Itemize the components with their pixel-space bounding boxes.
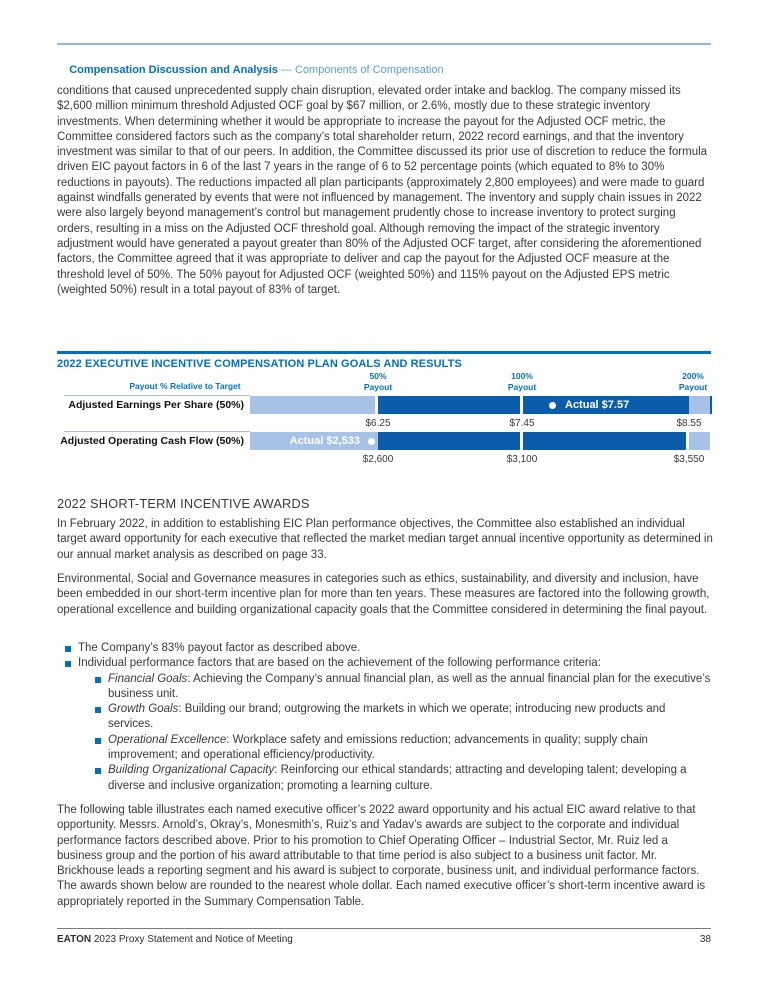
eps-bar-below-threshold — [250, 396, 375, 414]
ocf-bar-above-max — [689, 432, 710, 450]
eps-tick-threshold: $6.25 — [365, 418, 391, 429]
ocf-actual-marker-dot — [368, 438, 375, 445]
footer-title — [57, 934, 293, 945]
bullet-square-icon — [95, 738, 101, 744]
page-number: 38 — [699, 934, 711, 945]
chart-top-rule — [57, 351, 711, 354]
paragraph-esg-measures: Environmental, Social and Governance measures in categories such as ethics, sustainability, and diversity and inclusion, have been embedded in our short-term incentive plan for more than ten years. These measures are factored into the following growth, operational excellence and building organizational capacity goals that the Committee considered in determining the final payout. — [57, 573, 710, 616]
footer-brand: EATON — [57, 934, 92, 945]
bullet-rest: : Building our brand; outgrowing the markets in which we operate; introducing new products and services. — [108, 703, 666, 731]
running-header-section: Compensation Discussion and Analysis — [69, 64, 278, 76]
bullet-text: Individual performance factors that are based on the achievement of the following performance criteria: — [78, 657, 601, 670]
bullet-lead: Building Organizational Capacity — [108, 764, 275, 777]
payout-header-50-word: Payout — [363, 381, 393, 392]
ocf-bar-target-to-max — [523, 432, 686, 450]
chart-axis-label: Payout % Relative to Target — [129, 381, 241, 391]
eps-bar-target-to-max — [523, 396, 712, 414]
payout-factor-bullet-list — [57, 641, 713, 794]
ocf-actual-label: Actual $2,533 — [289, 435, 360, 447]
paragraph-target-award-opportunity: In February 2022, in addition to establishing EIC Plan performance objectives, the Committee also established an individual target award opportunity for each executive that reflected the market median target annual incentive opportunity as determined in our annual market analysis as described on page 33. — [57, 518, 713, 561]
eps-tick-target: $7.45 — [509, 418, 535, 429]
list-item-financial-goals — [57, 672, 713, 703]
payout-header-100-pct: 100% — [511, 371, 533, 381]
bullet-text — [108, 672, 713, 703]
bullet-lead: Financial Goals — [108, 672, 188, 685]
payout-header-50 — [328, 371, 428, 392]
chart-title: 2022 EXECUTIVE INCENTIVE COMPENSATION PLAN GOALS AND RESULTS — [57, 358, 462, 370]
list-item-building-organizational-capacity — [57, 763, 713, 794]
eic-plan-goals-chart — [57, 351, 711, 471]
list-item — [57, 641, 713, 656]
bullet-lead: Growth Goals — [108, 703, 179, 716]
bullet-square-icon — [95, 768, 101, 774]
payout-header-200-word: Payout — [678, 381, 708, 392]
list-item-operational-excellence — [57, 733, 713, 764]
payout-header-100-word: Payout — [507, 381, 537, 392]
ocf-tick-threshold: $2,600 — [362, 454, 394, 465]
bullet-lead: Operational Excellence — [108, 733, 227, 746]
bullet-text — [108, 763, 713, 794]
running-header — [57, 52, 444, 88]
ocf-tick-target: $3,100 — [506, 454, 538, 465]
eps-actual-label: Actual $7.57 — [565, 399, 630, 411]
bullet-square-icon — [95, 677, 101, 683]
header-rule — [57, 43, 711, 45]
bullet-text — [108, 702, 713, 733]
bullet-text — [108, 733, 713, 764]
bullet-text: The Company’s 83% payout factor as described above. — [78, 642, 361, 654]
eps-tick-max: $8.55 — [676, 418, 702, 429]
paragraph-adjusted-ocf-discussion: conditions that caused unprecedented supply chain disruption, elevated order intake and backlog. The company missed its $2,600 million minimum threshold Adjusted OCF goal by $67 million, or 2.6%, mostly due to these strategic inventory investments. When determining whether it would be appropriate to increase the payout for the Adjusted OCF metric, the Committee considered factors such as the company’s total shareholder return, 2022 record earnings, and that the inventory investment was similar to that of our peers. In addition, the Committee discussed its prior use of discretion to reduce the formula driven EIC payout factors in 6 of the last 7 years in the range of 6 to 52 percentage points (which equated to 8% to 30% reductions in payouts). The reductions impacted all plan participants (approximately 2,800 employees) and were made to guard against windfalls generated by events that were not influenced by management. The inventory and supply chain issues in 2022 were also largely beyond management’s control but management prudently chose to increase inventory to protect surging orders, resulting in a miss on the Adjusted OCF threshold goal. Although removing the impact of the strategic inventory adjustment would have generated a payout greater than 80% of the Adjusted OCF target, after considering the aforementioned factors, the Committee agreed that it was appropriate to deliver and cap the payout for the Adjusted OCF measure at the threshold level of 50%. The 50% payout for Adjusted OCF (weighted 50%) and 115% payout on the Adjusted EPS metric (weighted 50%) result in a total payout of 83% of target. — [57, 85, 708, 296]
paragraph-award-table-intro: The following table illustrates each named executive officer’s 2022 award opportunity and his actual EIC award relative to that opportunity. Messrs. Arnold’s, Okray’s, Monesmith’s, Ruiz’s and Yadav’s awards are subject to the corporate and individual performance factors described above. Prior to his promotion to Chief Operating Officer – Industrial Sector, Mr. Ruiz led a business group and the portion of his award attributable to that time period is also subject to a business unit factor. Mr. Brickhouse leads a reporting segment and his award is subject to corporate, business unit, and individual performance factors. The awards shown below are rounded to the nearest whole dollar. Each named executive officer’s short-term incentive award is appropriately reported in the Summary Compensation Table. — [57, 804, 706, 908]
row-label-ocf: Adjusted Operating Cash Flow (50%) — [60, 435, 244, 447]
eps-bar-threshold-to-target — [378, 396, 520, 414]
eps-bar-above-max — [689, 396, 710, 414]
footer-title-text: 2023 Proxy Statement and Notice of Meeting — [91, 934, 293, 945]
payout-header-100 — [472, 371, 572, 392]
running-header-subsection: — Components of Compensation — [277, 64, 444, 76]
footer-rule — [57, 928, 711, 929]
ocf-bar-below-threshold — [250, 432, 380, 450]
payout-header-200 — [643, 371, 743, 392]
page-footer — [57, 934, 711, 945]
bullet-rest: : Workplace safety and emissions reduction; advancements in quality; supply chain improvement; and operational efficiency/productivity. — [108, 733, 648, 762]
bullet-square-icon — [95, 707, 101, 713]
bullet-rest: : Achieving the Company’s annual financial plan, as well as the annual financial plan for the executive’s business unit. — [108, 672, 711, 700]
list-item — [57, 656, 713, 671]
row-label-eps: Adjusted Earnings Per Share (50%) — [68, 399, 244, 411]
payout-header-50-pct: 50% — [369, 371, 387, 381]
section-heading-short-term-incentive-awards: 2022 SHORT-TERM INCENTIVE AWARDS — [57, 496, 310, 511]
payout-header-200-pct: 200% — [682, 371, 704, 381]
eps-actual-marker-dot — [549, 402, 556, 409]
bullet-square-icon — [65, 661, 71, 667]
bullet-square-icon — [65, 646, 71, 652]
ocf-tick-max: $3,550 — [673, 454, 705, 465]
ocf-bar-threshold-to-target — [378, 432, 520, 450]
list-item-growth-goals — [57, 702, 713, 733]
bullet-rest: : Reinforcing our ethical standards; attracting and developing talent; developing a diverse and inclusive organization; promoting a learning culture. — [108, 764, 687, 792]
